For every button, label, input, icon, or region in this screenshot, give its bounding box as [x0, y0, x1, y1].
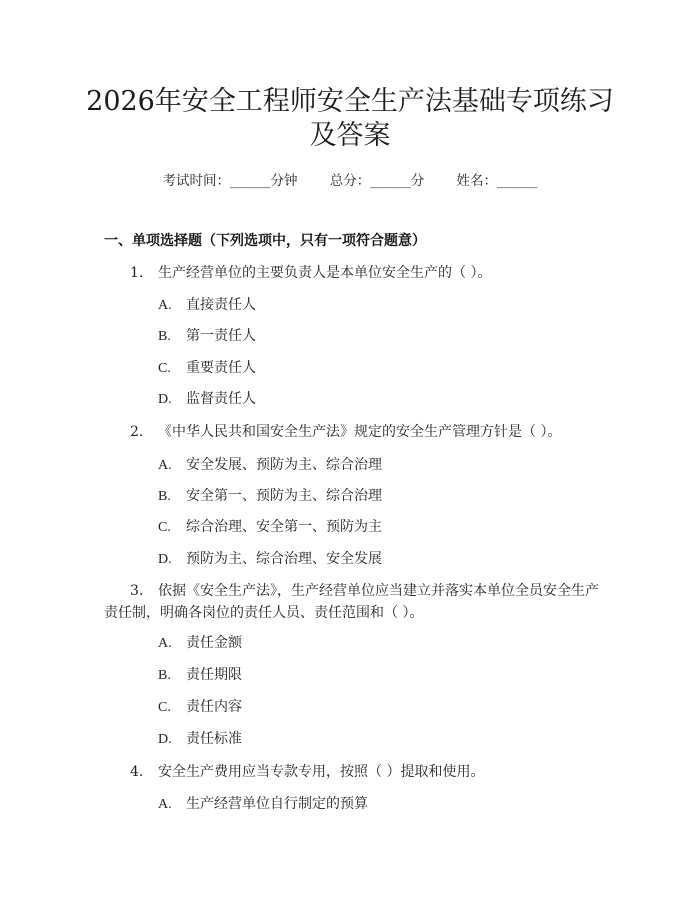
option-3b: [158, 664, 242, 684]
option-2c: [158, 516, 382, 536]
option-4a: [158, 793, 368, 813]
option-3d: [158, 728, 242, 748]
option-letter: B.: [158, 489, 171, 504]
section-heading: 一、单项选择题（下列选项中，只有一项符合题意）: [104, 233, 426, 249]
question-number: 2.: [130, 424, 144, 440]
option-text: 责任内容: [186, 699, 242, 715]
option-letter: B.: [158, 668, 171, 683]
question-3: [130, 580, 599, 600]
option-text: 安全发展、预防为主、综合治理: [186, 457, 382, 473]
option-text: 责任金额: [186, 635, 242, 651]
option-text: 责任标准: [186, 731, 242, 747]
question-number: 4.: [130, 764, 144, 780]
question-text: 安全生产费用应当专款专用，按照（ ）提取和使用。: [158, 764, 485, 780]
question-text: 生产经营单位的主要负责人是本单位安全生产的（ ）。: [158, 265, 492, 281]
option-letter: C.: [158, 361, 171, 376]
page-title-continued: 及答案: [309, 120, 391, 151]
option-letter: D.: [158, 552, 172, 567]
option-letter: D.: [158, 392, 172, 407]
option-letter: A.: [158, 298, 172, 313]
question-text: 《中华人民共和国安全生产法》规定的安全生产管理方针是（ ）。: [158, 424, 562, 440]
question-number: 3.: [130, 583, 144, 599]
option-1c: [158, 357, 256, 377]
option-letter: A.: [158, 458, 172, 473]
question-2: [130, 421, 561, 441]
option-letter: C.: [158, 520, 171, 535]
option-2b: [158, 485, 382, 505]
name-label: 姓名：______: [456, 173, 538, 189]
option-letter: A.: [158, 636, 172, 651]
exam-meta: [0, 169, 700, 189]
option-letter: C.: [158, 700, 171, 715]
option-2d: [158, 548, 382, 568]
option-text: 直接责任人: [186, 297, 256, 313]
option-1a: [158, 294, 256, 314]
option-text: 监督责任人: [186, 391, 256, 407]
option-text: 综合治理、安全第一、预防为主: [186, 519, 382, 535]
option-text: 预防为主、综合治理、安全发展: [186, 551, 382, 567]
option-1b: [158, 325, 256, 345]
exam-time-label: 考试时间：______分钟: [162, 173, 298, 189]
page-title: 2026年安全工程师安全生产法基础专项练习: [86, 86, 614, 117]
question-number: 1.: [130, 265, 144, 281]
option-2a: [158, 454, 382, 474]
option-letter: D.: [158, 732, 172, 747]
option-text: 生产经营单位自行制定的预算: [186, 796, 368, 812]
option-3c: [158, 696, 242, 716]
total-score-label: 总分：______分: [329, 173, 425, 189]
question-4: [130, 761, 484, 781]
option-letter: A.: [158, 797, 172, 812]
option-1d: [158, 388, 256, 408]
question-3-continued: 责任制，明确各岗位的责任人员、责任范围和（ ）。: [104, 605, 424, 621]
question-1: [130, 262, 491, 282]
option-text: 安全第一、预防为主、综合治理: [186, 488, 382, 504]
option-text: 第一责任人: [186, 328, 256, 344]
option-letter: B.: [158, 329, 171, 344]
option-3a: [158, 632, 242, 652]
question-text: 依据《安全生产法》，生产经营单位应当建立并落实本单位全员安全生产: [158, 583, 599, 599]
option-text: 责任期限: [186, 667, 242, 683]
option-text: 重要责任人: [186, 360, 256, 376]
